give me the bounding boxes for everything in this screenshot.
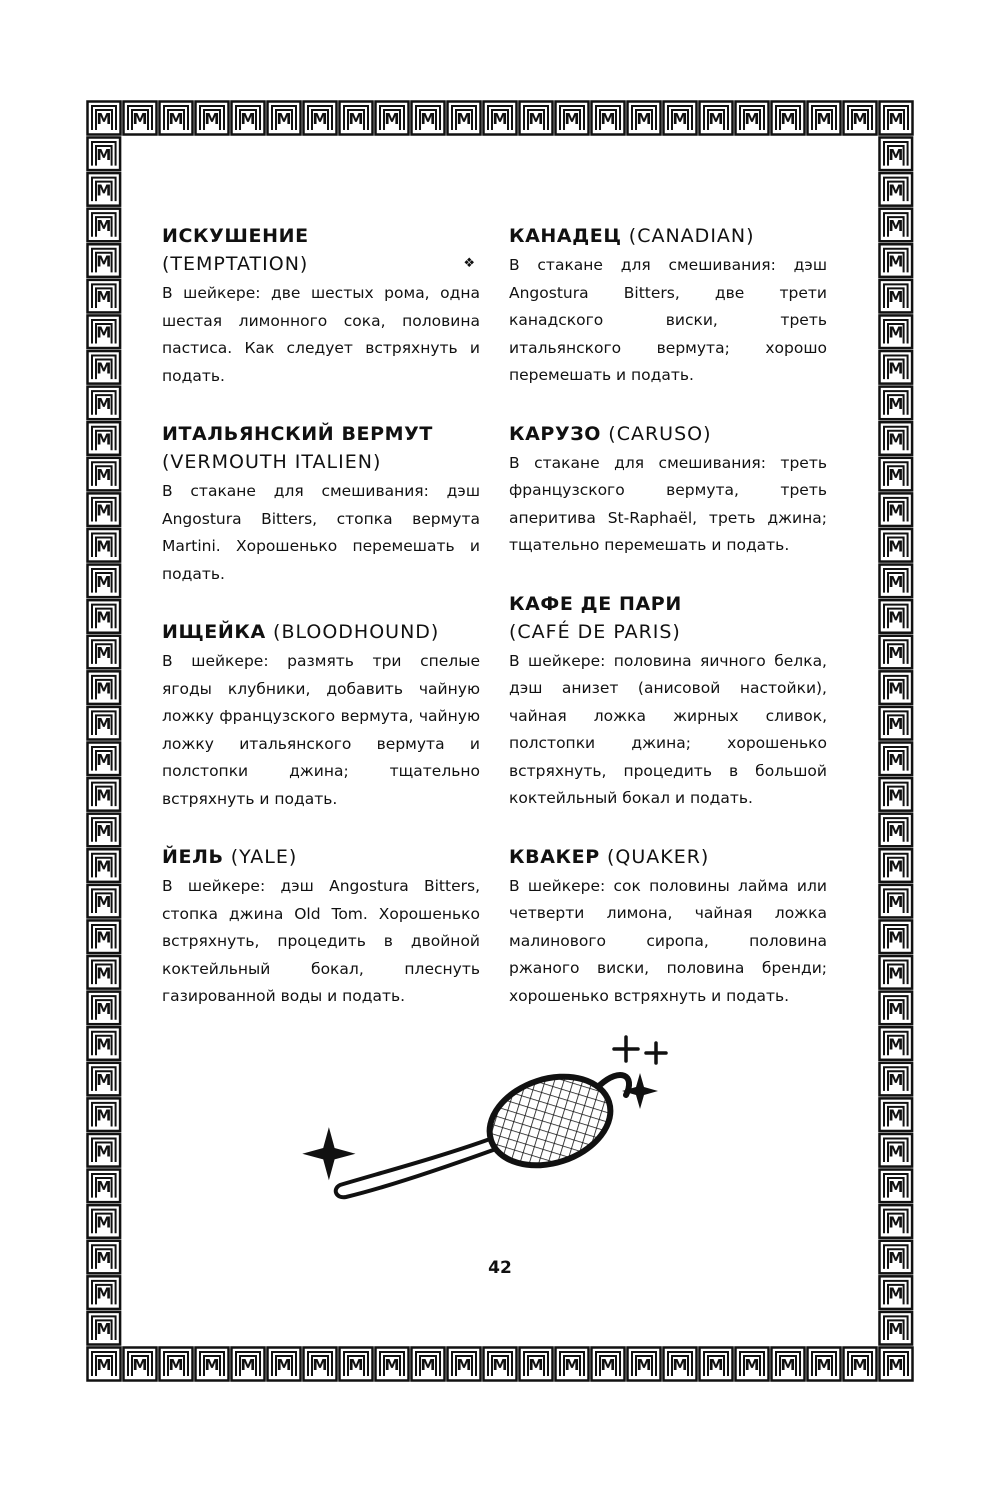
border-tile-icon — [880, 387, 913, 420]
border-tile-icon — [736, 1348, 769, 1381]
border-tile-icon — [304, 102, 337, 135]
border-tile-icon — [880, 1205, 913, 1238]
border-tile-icon — [520, 1348, 553, 1381]
recipe-temptation — [162, 222, 480, 390]
svg-text:М: М — [96, 750, 112, 769]
border-tile-icon — [880, 1063, 913, 1096]
svg-text:М: М — [852, 110, 868, 128]
svg-text:М: М — [888, 252, 904, 271]
border-tile-icon — [196, 102, 229, 135]
svg-text:М: М — [384, 110, 400, 128]
border-tile-icon — [880, 493, 913, 526]
border-tile-icon — [88, 1312, 121, 1345]
svg-text:М: М — [96, 679, 112, 698]
svg-text:М: М — [888, 466, 904, 485]
border-tile-icon — [88, 1205, 121, 1238]
svg-text:М: М — [96, 999, 112, 1018]
border-tile-icon — [880, 422, 913, 455]
svg-text:М: М — [276, 1356, 292, 1374]
svg-text:М: М — [96, 1284, 112, 1303]
svg-text:М: М — [96, 181, 112, 200]
svg-text:М: М — [96, 964, 112, 983]
border-tile-icon — [88, 671, 121, 704]
svg-text:М: М — [888, 608, 904, 627]
svg-text:М: М — [600, 110, 616, 128]
border-tile-icon — [232, 1348, 265, 1381]
svg-text:М: М — [528, 1356, 544, 1374]
border-tile-icon — [880, 743, 913, 776]
border-tile-icon — [700, 1348, 733, 1381]
svg-text:М: М — [96, 252, 112, 271]
right-column — [509, 222, 827, 1040]
border-tile-icon — [88, 1170, 121, 1203]
page-number: 42 — [488, 1258, 512, 1278]
border-tile-icon — [88, 600, 121, 633]
svg-text:М: М — [888, 501, 904, 520]
svg-text:М: М — [96, 928, 112, 947]
svg-text:М: М — [96, 145, 112, 164]
svg-text:М: М — [708, 1356, 724, 1374]
border-tile-icon — [880, 1348, 913, 1381]
svg-text:М: М — [348, 1356, 364, 1374]
border-tile-icon — [880, 1276, 913, 1309]
svg-text:М: М — [564, 110, 580, 128]
svg-text:М: М — [888, 893, 904, 912]
border-tile-icon — [88, 636, 121, 669]
recipe-title: ИТАЛЬЯНСКИЙ ВЕРМУТ — [162, 423, 433, 445]
border-tile-icon — [268, 102, 301, 135]
border-tile-icon — [628, 102, 661, 135]
border-tile-icon — [88, 209, 121, 242]
svg-text:М: М — [888, 1106, 904, 1125]
svg-text:М: М — [96, 608, 112, 627]
border-tile-icon — [484, 1348, 517, 1381]
svg-text:М: М — [420, 110, 436, 128]
svg-text:М: М — [888, 359, 904, 378]
svg-text:М: М — [816, 110, 832, 128]
recipe-title: ИЩЕЙКА (BLOODHOUND) — [162, 621, 440, 643]
border-tile-icon — [88, 493, 121, 526]
border-tile-icon — [484, 102, 517, 135]
svg-text:М: М — [744, 110, 760, 128]
border-tile-icon — [880, 1098, 913, 1131]
border-tile-icon — [376, 1348, 409, 1381]
border-tile-icon — [304, 1348, 337, 1381]
svg-text:М: М — [348, 110, 364, 128]
svg-text:М: М — [888, 181, 904, 200]
border-tile-icon — [880, 1027, 913, 1060]
border-tile-icon — [880, 992, 913, 1025]
recipe-vermouth-italien — [162, 420, 480, 588]
border-tile-icon — [88, 244, 121, 277]
svg-text:М: М — [240, 110, 256, 128]
border-tile-icon — [700, 102, 733, 135]
border-tile-icon — [88, 138, 121, 171]
svg-text:М: М — [888, 1213, 904, 1232]
border-tile-icon — [880, 920, 913, 953]
border-tile-icon — [88, 1241, 121, 1274]
svg-text:М: М — [96, 893, 112, 912]
svg-text:М: М — [96, 572, 112, 591]
svg-text:М: М — [96, 1249, 112, 1268]
recipe-bloodhound — [162, 618, 480, 813]
border-tile-icon — [88, 565, 121, 598]
svg-text:М: М — [96, 466, 112, 485]
svg-text:М: М — [96, 715, 112, 734]
svg-text:М: М — [96, 644, 112, 663]
svg-text:М: М — [96, 1177, 112, 1196]
svg-text:М: М — [96, 1320, 112, 1339]
border-tile-icon — [88, 778, 121, 811]
svg-text:М: М — [168, 1356, 184, 1374]
recipe-title: ИСКУШЕНИЕ — [162, 225, 309, 247]
svg-text:М: М — [96, 501, 112, 520]
border-tile-icon — [88, 387, 121, 420]
border-tile-icon — [880, 600, 913, 633]
border-tile-icon — [88, 956, 121, 989]
svg-text:М: М — [96, 1035, 112, 1054]
svg-text:М: М — [96, 537, 112, 556]
border-tile-icon — [880, 636, 913, 669]
svg-text:М: М — [888, 572, 904, 591]
svg-text:М: М — [96, 216, 112, 235]
svg-text:М: М — [492, 1356, 508, 1374]
border-tile-icon — [880, 1241, 913, 1274]
border-tile-icon — [880, 351, 913, 384]
svg-text:М: М — [888, 1177, 904, 1196]
svg-text:М: М — [888, 1284, 904, 1303]
border-tile-icon — [880, 707, 913, 740]
recipe-subtitle: (CAFÉ DE PARIS) — [509, 620, 681, 643]
recipe-text: В стакане для смешивания: дэш Angostura Bitters, две трети канадского виски, треть итальянского вермута; хорошо перемешать и подать. — [509, 256, 827, 384]
recipe-text: В шейкере: сок половины лайма или четверти лимона, чайная ложка малинового сиропа, половина ржаного виски, половина бренди; хорошенько встряхнуть и подать. — [509, 876, 827, 1005]
svg-text:М: М — [96, 1142, 112, 1161]
svg-text:М: М — [456, 1356, 472, 1374]
border-tile-icon — [448, 102, 481, 135]
border-tile-icon — [808, 1348, 841, 1381]
svg-text:М: М — [96, 430, 112, 449]
svg-text:М: М — [888, 288, 904, 307]
recipe-text: В шейкере: половина яичного белка, дэш анизет (анисовой настойки), чайная ложка жирных сливок, полстопки джина; хорошенько встряхнуть, процедить в большой коктейльный бокал и подать. — [509, 651, 827, 807]
recipe-quaker — [509, 843, 827, 1011]
border-tile-icon — [268, 1348, 301, 1381]
strainer-illustration — [300, 1025, 680, 1200]
border-tile-icon — [196, 1348, 229, 1381]
border-tile-icon — [880, 244, 913, 277]
border-tile-icon — [880, 1134, 913, 1167]
svg-text:М: М — [528, 110, 544, 128]
border-tile-icon — [664, 102, 697, 135]
svg-text:М: М — [312, 110, 328, 128]
border-tile-icon — [88, 1348, 121, 1381]
svg-text:М: М — [888, 110, 904, 128]
svg-text:М: М — [96, 394, 112, 413]
border-tile-icon — [88, 280, 121, 313]
border-tile-icon — [880, 1312, 913, 1345]
recipe-text: В стакане для смешивания: треть французского вермута, треть аперитива St-Raphaël, треть джина; тщательно перемешать и подать. — [509, 453, 827, 554]
recipe-yale — [162, 843, 480, 1011]
border-tile-icon — [88, 422, 121, 455]
svg-text:М: М — [816, 1356, 832, 1374]
left-column — [162, 222, 480, 1041]
recipe-subtitle: (VERMOUTH ITALIEN) — [162, 451, 382, 473]
border-tile-icon — [880, 529, 913, 562]
svg-text:М: М — [888, 857, 904, 876]
border-tile-icon — [880, 315, 913, 348]
svg-text:М: М — [276, 110, 292, 128]
border-tile-icon — [880, 671, 913, 704]
border-tile-icon — [88, 992, 121, 1025]
border-tile-icon — [772, 1348, 805, 1381]
border-tile-icon — [880, 209, 913, 242]
decorative-border-bottom — [86, 1346, 914, 1382]
svg-text:М: М — [492, 110, 508, 128]
border-tile-icon — [88, 173, 121, 206]
recipe-title: ЙЕЛЬ (YALE) — [162, 846, 298, 868]
svg-text:М: М — [96, 821, 112, 840]
recipe-text: В стакане для смешивания: дэш Angostura Bitters, стопка вермута Martini. Хорошенько перемешать и подать. — [162, 482, 480, 583]
svg-text:М: М — [96, 857, 112, 876]
border-tile-icon — [88, 1276, 121, 1309]
svg-text:М: М — [132, 110, 148, 128]
decorative-border-top — [86, 100, 914, 136]
svg-text:М: М — [96, 1356, 112, 1374]
svg-text:М: М — [672, 110, 688, 128]
border-tile-icon — [88, 351, 121, 384]
border-tile-icon — [88, 315, 121, 348]
svg-text:М: М — [96, 288, 112, 307]
svg-text:М: М — [780, 110, 796, 128]
recipe-title: КВАКЕР (QUAKER) — [509, 845, 710, 868]
svg-text:М: М — [132, 1356, 148, 1374]
border-tile-icon — [88, 707, 121, 740]
recipe-text: В шейкере: дэш Angostura Bitters, стопка джина Old Tom. Хорошенько встряхнуть, процедить в двойной коктейльный бокал, плеснуть газированной воды и подать. — [162, 877, 480, 1005]
border-tile-icon — [88, 743, 121, 776]
svg-text:М: М — [888, 537, 904, 556]
border-tile-icon — [880, 173, 913, 206]
diamond-ornament-icon: ❖ — [463, 256, 476, 271]
svg-text:М: М — [204, 110, 220, 128]
border-tile-icon — [880, 885, 913, 918]
border-tile-icon — [880, 102, 913, 135]
recipe-title: КАФЕ ДЕ ПАРИ — [509, 592, 682, 615]
border-tile-icon — [880, 565, 913, 598]
border-tile-icon — [88, 814, 121, 847]
border-tile-icon — [88, 458, 121, 491]
svg-text:М: М — [888, 1356, 904, 1374]
border-tile-icon — [880, 849, 913, 882]
border-tile-icon — [448, 1348, 481, 1381]
border-tile-icon — [844, 1348, 877, 1381]
border-tile-icon — [124, 102, 157, 135]
border-tile-icon — [88, 1027, 121, 1060]
svg-text:М: М — [636, 1356, 652, 1374]
border-tile-icon — [88, 529, 121, 562]
border-tile-icon — [124, 1348, 157, 1381]
svg-text:М: М — [672, 1356, 688, 1374]
svg-text:М: М — [888, 145, 904, 164]
border-tile-icon — [376, 102, 409, 135]
border-tile-icon — [556, 102, 589, 135]
border-tile-icon — [88, 849, 121, 882]
border-tile-icon — [772, 102, 805, 135]
border-tile-icon — [736, 102, 769, 135]
border-tile-icon — [880, 778, 913, 811]
border-tile-icon — [520, 102, 553, 135]
svg-text:М: М — [744, 1356, 760, 1374]
svg-text:М: М — [888, 715, 904, 734]
svg-text:М: М — [888, 821, 904, 840]
border-tile-icon — [880, 138, 913, 171]
svg-text:М: М — [456, 110, 472, 128]
svg-text:М: М — [96, 323, 112, 342]
svg-text:М: М — [96, 1071, 112, 1090]
recipe-text: В шейкере: две шестых рома, одна шестая лимонного сока, половина пастиса. Как следует встряхнуть и подать. — [162, 284, 480, 385]
border-tile-icon — [880, 458, 913, 491]
svg-text:М: М — [600, 1356, 616, 1374]
svg-text:М: М — [168, 110, 184, 128]
svg-text:М: М — [888, 216, 904, 235]
border-tile-icon — [160, 102, 193, 135]
border-tile-icon — [88, 1063, 121, 1096]
border-tile-icon — [808, 102, 841, 135]
border-tile-icon — [88, 1098, 121, 1131]
border-tile-icon — [88, 102, 121, 135]
svg-text:М: М — [888, 928, 904, 947]
recipe-canadian — [509, 222, 827, 390]
decorative-border-right — [878, 136, 914, 1346]
border-tile-icon — [556, 1348, 589, 1381]
border-tile-icon — [412, 102, 445, 135]
border-tile-icon — [340, 1348, 373, 1381]
border-tile-icon — [340, 102, 373, 135]
recipe-text: В шейкере: размять три спелые ягоды клубники, добавить чайную ложку французского вермута, чайную ложку итальянского вермута и полстопки джина; тщательно встряхнуть и подать. — [162, 652, 480, 808]
svg-text:М: М — [888, 1142, 904, 1161]
svg-text:М: М — [888, 644, 904, 663]
decorative-border-left — [86, 136, 122, 1346]
border-tile-icon — [88, 1134, 121, 1167]
svg-text:М: М — [96, 786, 112, 805]
svg-text:М: М — [888, 323, 904, 342]
border-tile-icon — [88, 920, 121, 953]
border-tile-icon — [880, 280, 913, 313]
svg-text:М: М — [888, 394, 904, 413]
svg-text:М: М — [888, 430, 904, 449]
svg-text:М: М — [384, 1356, 400, 1374]
svg-text:М: М — [888, 679, 904, 698]
svg-text:М: М — [420, 1356, 436, 1374]
recipe-title: КАРУЗО (CARUSO) — [509, 422, 712, 445]
svg-text:М: М — [708, 110, 724, 128]
svg-text:М: М — [312, 1356, 328, 1374]
svg-text:М: М — [636, 110, 652, 128]
svg-text:М: М — [888, 1320, 904, 1339]
svg-text:М: М — [888, 786, 904, 805]
recipe-title: КАНАДЕЦ (CANADIAN) — [509, 225, 755, 247]
border-tile-icon — [664, 1348, 697, 1381]
border-tile-icon — [880, 814, 913, 847]
svg-text:М: М — [888, 964, 904, 983]
svg-text:М: М — [96, 110, 112, 128]
border-tile-icon — [232, 102, 265, 135]
svg-text:М: М — [888, 1249, 904, 1268]
svg-text:М: М — [888, 1035, 904, 1054]
svg-text:М: М — [888, 1071, 904, 1090]
svg-text:М: М — [240, 1356, 256, 1374]
svg-text:М: М — [96, 1213, 112, 1232]
border-tile-icon — [628, 1348, 661, 1381]
svg-text:М: М — [852, 1356, 868, 1374]
svg-text:М: М — [888, 750, 904, 769]
recipe-caruso — [509, 420, 827, 560]
recipe-cafe-de-paris — [509, 590, 827, 813]
recipe-subtitle: (TEMPTATION) ❖ — [162, 250, 480, 278]
border-tile-icon — [880, 956, 913, 989]
border-tile-icon — [592, 102, 625, 135]
svg-text:М: М — [96, 1106, 112, 1125]
border-tile-icon — [844, 102, 877, 135]
svg-text:М: М — [204, 1356, 220, 1374]
svg-text:М: М — [96, 359, 112, 378]
svg-text:М: М — [564, 1356, 580, 1374]
svg-text:М: М — [888, 999, 904, 1018]
border-tile-icon — [160, 1348, 193, 1381]
border-tile-icon — [880, 1170, 913, 1203]
svg-text:М: М — [780, 1356, 796, 1374]
border-tile-icon — [592, 1348, 625, 1381]
border-tile-icon — [412, 1348, 445, 1381]
border-tile-icon — [88, 885, 121, 918]
